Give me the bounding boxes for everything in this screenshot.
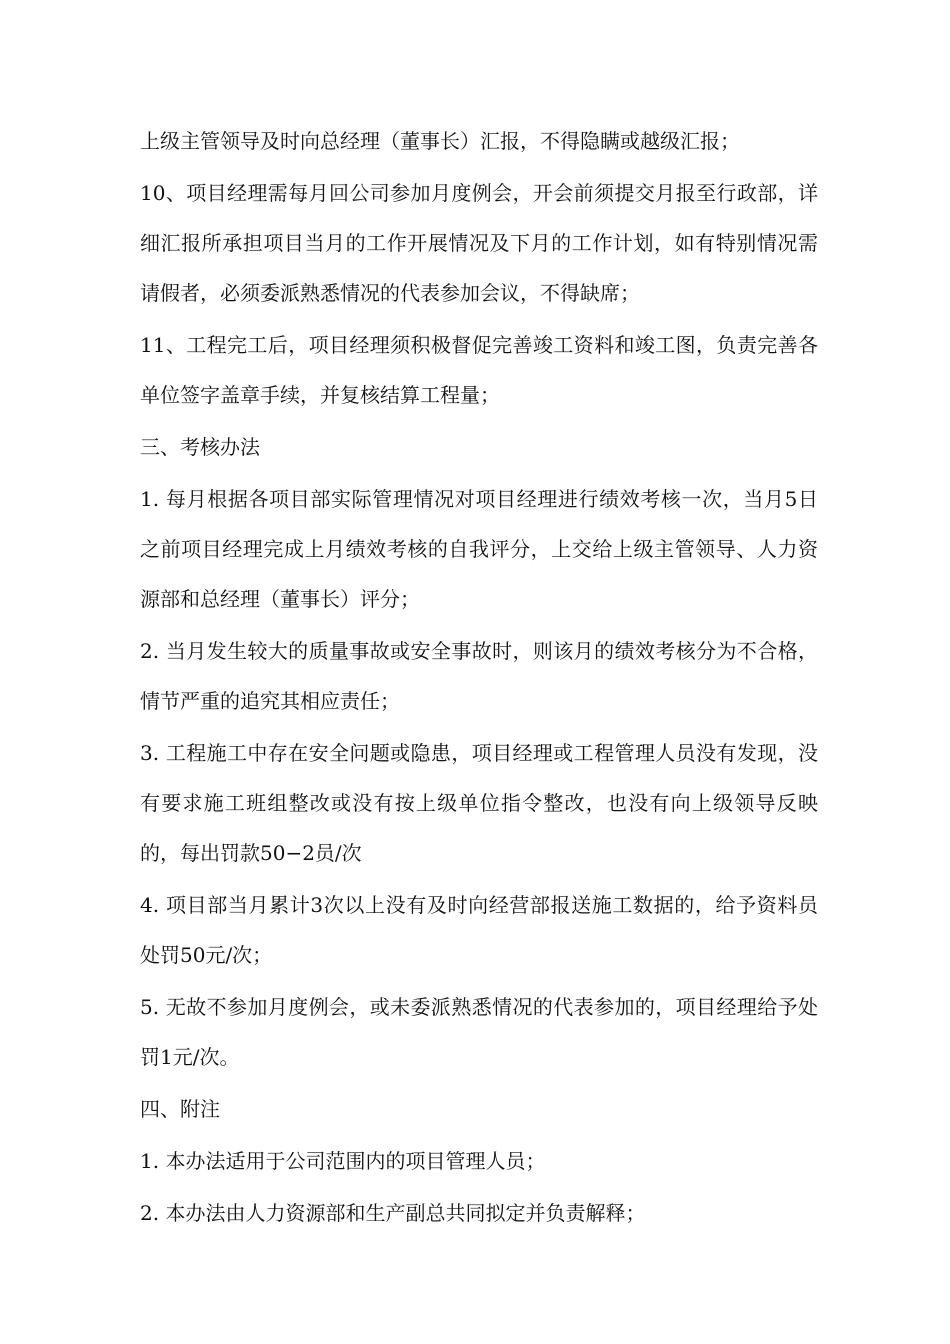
paragraph-reporting-continued: 上级主管领导及时向总经理（董事长）汇报，不得隐瞒或越级汇报； (140, 129, 740, 153)
section-heading-notes: 四、附注 (140, 1097, 220, 1121)
paragraph-assessment-4: 4. 项目部当月累计3次以上没有及时向经营部报送施工数据的，给予资料员处罚50元/次； (140, 893, 818, 967)
paragraph-notes-1: 1. 本办法适用于公司范围内的项目管理人员； (140, 1149, 546, 1173)
document-page (140, 116, 818, 1240)
paragraph-item-11: 11、工程完工后，项目经理须积极督促完善竣工资料和竣工图，负责完善各单位签字盖章手续，并复核结算工程量； (140, 333, 818, 407)
paragraph-assessment-1: 1. 每月根据各项目部实际管理情况对项目经理进行绩效考核一次，当月5日之前项目经理完成上月绩效考核的自我评分，上交给上级主管领导、人力资源部和总经理（董事长）评分； (140, 487, 818, 611)
paragraph-assessment-5: 5. 无故不参加月度例会，或未委派熟悉情况的代表参加的，项目经理给予处罚1元/次。 (140, 995, 818, 1069)
paragraph-assessment-3: 3. 工程施工中存在安全问题或隐患，项目经理或工程管理人员没有发现，没有要求施工班组整改或没有按上级单位指令整改，也没有向上级领导反映的，每出罚款50−2员/次 (140, 741, 818, 865)
section-heading-assessment: 三、考核办法 (140, 435, 260, 459)
paragraph-notes-2: 2. 本办法由人力资源部和生产副总共同拟定并负责解释； (140, 1201, 646, 1225)
paragraph-item-10: 10、项目经理需每月回公司参加月度例会，开会前须提交月报至行政部，详细汇报所承担项目当月的工作开展情况及下月的工作计划，如有特别情况需请假者，必须委派熟悉情况的代表参加会议，不得缺席； (140, 181, 818, 305)
paragraph-assessment-2: 2. 当月发生较大的质量事故或安全事故时，则该月的绩效考核分为不合格，情节严重的追究其相应责任； (140, 639, 818, 713)
